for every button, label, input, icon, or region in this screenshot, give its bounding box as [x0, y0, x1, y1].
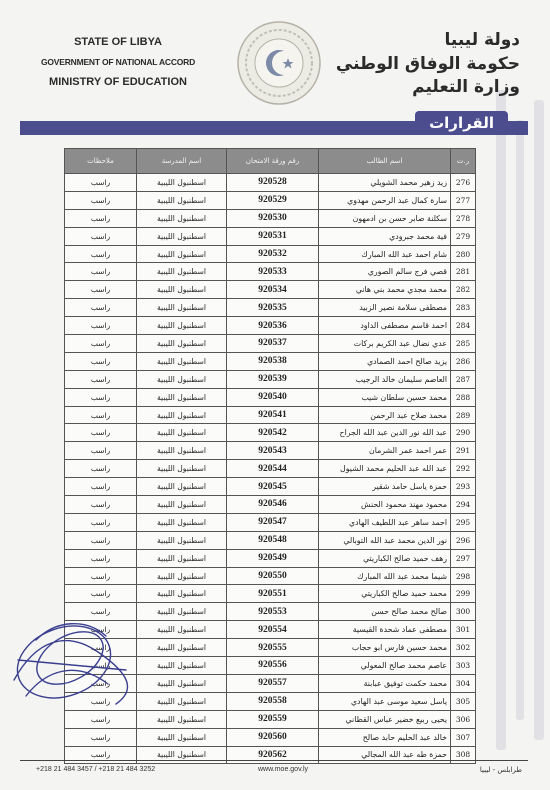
cell-exam-number: 920537	[227, 335, 319, 353]
cell-school-name: اسطنبول الليبية	[137, 191, 227, 209]
cell-school-name: اسطنبول الليبية	[137, 674, 227, 692]
cell-exam-number: 920540	[227, 388, 319, 406]
table-row	[65, 227, 476, 245]
footer-website-link[interactable]: www.moe.gov.ly	[258, 766, 309, 773]
cell-serial: 278	[451, 209, 476, 227]
cell-notes: راسب	[65, 692, 137, 710]
cell-school-name: اسطنبول الليبية	[137, 746, 227, 764]
cell-serial: 295	[451, 513, 476, 531]
table-row	[65, 424, 476, 442]
column-header-student-name: اسم الطالب	[319, 149, 451, 174]
cell-school-name: اسطنبول الليبية	[137, 174, 227, 192]
cell-student-name: شام احمد عبد الله المبارك	[319, 245, 451, 263]
cell-serial: 299	[451, 585, 476, 603]
cell-student-name: زيد زهير محمد الشويلي	[319, 174, 451, 192]
cell-school-name: اسطنبول الليبية	[137, 424, 227, 442]
cell-serial: 301	[451, 621, 476, 639]
cell-notes: راسب	[65, 209, 137, 227]
footer-address: طرابلس - ليبيا	[479, 766, 522, 774]
cell-student-name: محمد حميد صالح الكباريتي	[319, 585, 451, 603]
cell-notes: راسب	[65, 263, 137, 281]
cell-serial: 289	[451, 406, 476, 424]
cell-serial: 303	[451, 657, 476, 675]
cell-exam-number: 920553	[227, 603, 319, 621]
cell-school-name: اسطنبول الليبية	[137, 281, 227, 299]
cell-school-name: اسطنبول الليبية	[137, 728, 227, 746]
cell-student-name: حمزة ياسل حامد شقير	[319, 478, 451, 496]
cell-student-name: العاصم سليمان خالد الرجيب	[319, 370, 451, 388]
cell-serial: 277	[451, 191, 476, 209]
cell-notes: راسب	[65, 496, 137, 514]
cell-serial: 291	[451, 442, 476, 460]
cell-notes: راسب	[65, 478, 137, 496]
cell-serial: 300	[451, 603, 476, 621]
cell-school-name: اسطنبول الليبية	[137, 496, 227, 514]
cell-school-name: اسطنبول الليبية	[137, 513, 227, 531]
cell-notes: راسب	[65, 657, 137, 675]
table-row	[65, 406, 476, 424]
cell-exam-number: 920551	[227, 585, 319, 603]
cell-serial: 279	[451, 227, 476, 245]
cell-school-name: اسطنبول الليبية	[137, 639, 227, 657]
cell-exam-number: 920555	[227, 639, 319, 657]
cell-student-name: قصي فرج سالم الصوري	[319, 263, 451, 281]
handwritten-signature	[6, 600, 156, 720]
cell-student-name: ياسل سعيد موسى عبد الهادي	[319, 692, 451, 710]
cell-school-name: اسطنبول الليبية	[137, 460, 227, 478]
table-row	[65, 531, 476, 549]
cell-school-name: اسطنبول الليبية	[137, 263, 227, 281]
cell-school-name: اسطنبول الليبية	[137, 352, 227, 370]
government-name-en: GOVERNMENT OF NATIONAL ACCORD	[40, 57, 196, 67]
cell-notes: راسب	[65, 352, 137, 370]
table-row	[65, 513, 476, 531]
cell-notes: راسب	[65, 299, 137, 317]
cell-exam-number: 920541	[227, 406, 319, 424]
cell-serial: 276	[451, 174, 476, 192]
header-arabic	[320, 30, 520, 97]
cell-exam-number: 920559	[227, 710, 319, 728]
cell-serial: 292	[451, 460, 476, 478]
cell-notes: راسب	[65, 227, 137, 245]
cell-student-name: شيما محمد عبد الله المبارك	[319, 567, 451, 585]
cell-notes: راسب	[65, 245, 137, 263]
table-row	[65, 370, 476, 388]
cell-school-name: اسطنبول الليبية	[137, 245, 227, 263]
cell-notes: راسب	[65, 674, 137, 692]
cell-school-name: اسطنبول الليبية	[137, 657, 227, 675]
cell-student-name: نور الدين محمد عبد الله التوبالي	[319, 531, 451, 549]
cell-exam-number: 920535	[227, 299, 319, 317]
cell-exam-number: 920538	[227, 352, 319, 370]
table-row	[65, 496, 476, 514]
cell-school-name: اسطنبول الليبية	[137, 585, 227, 603]
cell-notes: راسب	[65, 746, 137, 764]
cell-student-name: محمد حكمت توفيق عبابنة	[319, 674, 451, 692]
cell-serial: 305	[451, 692, 476, 710]
cell-serial: 298	[451, 567, 476, 585]
state-name-en: STATE OF LIBYA	[74, 36, 162, 48]
cell-exam-number: 920544	[227, 460, 319, 478]
cell-notes: راسب	[65, 388, 137, 406]
cell-serial: 283	[451, 299, 476, 317]
header-english	[18, 36, 218, 88]
cell-school-name: اسطنبول الليبية	[137, 388, 227, 406]
table-row	[65, 728, 476, 746]
table-row	[65, 352, 476, 370]
cell-student-name: محمد حسين سلطان شيب	[319, 388, 451, 406]
column-header-notes: ملاحظات	[65, 149, 137, 174]
cell-notes: راسب	[65, 603, 137, 621]
cell-student-name: يحيى ربيع خضير عباس القطاني	[319, 710, 451, 728]
table-row	[65, 460, 476, 478]
cell-serial: 287	[451, 370, 476, 388]
cell-exam-number: 920547	[227, 513, 319, 531]
cell-school-name: اسطنبول الليبية	[137, 549, 227, 567]
cell-school-name: اسطنبول الليبية	[137, 478, 227, 496]
cell-school-name: اسطنبول الليبية	[137, 227, 227, 245]
cell-school-name: اسطنبول الليبية	[137, 317, 227, 335]
table-row	[65, 567, 476, 585]
cell-notes: راسب	[65, 281, 137, 299]
cell-exam-number: 920529	[227, 191, 319, 209]
cell-exam-number: 920562	[227, 746, 319, 764]
cell-school-name: اسطنبول الليبية	[137, 710, 227, 728]
cell-student-name: سكلنة صابر حسن بن ادمهون	[319, 209, 451, 227]
cell-exam-number: 920558	[227, 692, 319, 710]
table-header-row	[65, 149, 476, 174]
table-row	[65, 299, 476, 317]
cell-student-name: محمد صلاح عبد الرحمن	[319, 406, 451, 424]
cell-student-name: سارة كمال عبد الرحمن مهدوي	[319, 191, 451, 209]
cell-student-name: احمد ساهر عبد اللطيف الهادي	[319, 513, 451, 531]
footer-phone-numbers: +218 21 484 3457 / +218 21 484 3252	[36, 766, 156, 773]
cell-student-name: عبد الله نور الدين عبد الله الجراح	[319, 424, 451, 442]
cell-notes: راسب	[65, 460, 137, 478]
cell-notes: راسب	[65, 406, 137, 424]
cell-notes: راسب	[65, 513, 137, 531]
column-header-school-name: اسم المدرسة	[137, 149, 227, 174]
cell-exam-number: 920545	[227, 478, 319, 496]
cell-serial: 304	[451, 674, 476, 692]
watermark	[490, 80, 550, 760]
cell-serial: 294	[451, 496, 476, 514]
cell-serial: 285	[451, 335, 476, 353]
cell-exam-number: 920536	[227, 317, 319, 335]
cell-notes: راسب	[65, 531, 137, 549]
cell-school-name: اسطنبول الليبية	[137, 335, 227, 353]
ministry-name-en: MINISTRY OF EDUCATION	[49, 76, 187, 88]
cell-student-name: حمزة طه عبد الله المجالي	[319, 746, 451, 764]
cell-serial: 281	[451, 263, 476, 281]
cell-student-name: فية محمد جبرودي	[319, 227, 451, 245]
cell-school-name: اسطنبول الليبية	[137, 370, 227, 388]
cell-notes: راسب	[65, 317, 137, 335]
cell-exam-number: 920531	[227, 227, 319, 245]
table-row	[65, 245, 476, 263]
cell-school-name: اسطنبول الليبية	[137, 692, 227, 710]
cell-notes: راسب	[65, 335, 137, 353]
cell-serial: 302	[451, 639, 476, 657]
cell-serial: 280	[451, 245, 476, 263]
cell-serial: 286	[451, 352, 476, 370]
cell-notes: راسب	[65, 621, 137, 639]
cell-notes: راسب	[65, 728, 137, 746]
cell-serial: 282	[451, 281, 476, 299]
cell-notes: راسب	[65, 639, 137, 657]
table-row	[65, 549, 476, 567]
cell-school-name: اسطنبول الليبية	[137, 209, 227, 227]
cell-notes: راسب	[65, 710, 137, 728]
cell-exam-number: 920543	[227, 442, 319, 460]
government-name-ar: حكومة الوفاق الوطني	[335, 54, 520, 74]
cell-notes: راسب	[65, 549, 137, 567]
table-row	[65, 263, 476, 281]
table-row	[65, 478, 476, 496]
ministry-emblem-logo	[236, 20, 322, 106]
cell-student-name: محمد مجدي محمد بني هاني	[319, 281, 451, 299]
table-row	[65, 281, 476, 299]
cell-student-name: مصطفى عماد شحدة القيسية	[319, 621, 451, 639]
cell-notes: راسب	[65, 567, 137, 585]
section-title: القرارات	[415, 111, 508, 135]
cell-notes: راسب	[65, 442, 137, 460]
table-row	[65, 191, 476, 209]
cell-exam-number: 920560	[227, 728, 319, 746]
cell-exam-number: 920550	[227, 567, 319, 585]
cell-serial: 296	[451, 531, 476, 549]
cell-notes: راسب	[65, 191, 137, 209]
table-row	[65, 442, 476, 460]
table-row	[65, 209, 476, 227]
table-row	[65, 317, 476, 335]
ministry-name-ar: وزارة التعليم	[412, 77, 520, 97]
cell-student-name: عبد الله عبد الحليم محمد الشيول	[319, 460, 451, 478]
cell-exam-number: 920542	[227, 424, 319, 442]
cell-exam-number: 920528	[227, 174, 319, 192]
cell-serial: 290	[451, 424, 476, 442]
cell-serial: 293	[451, 478, 476, 496]
cell-school-name: اسطنبول الليبية	[137, 567, 227, 585]
cell-serial: 307	[451, 728, 476, 746]
cell-student-name: عدي نضال عبد الكريم بركات	[319, 335, 451, 353]
cell-exam-number: 920556	[227, 657, 319, 675]
cell-notes: راسب	[65, 370, 137, 388]
cell-school-name: اسطنبول الليبية	[137, 299, 227, 317]
cell-student-name: يزيد صالح احمد الصمادي	[319, 352, 451, 370]
cell-school-name: اسطنبول الليبية	[137, 442, 227, 460]
table-row	[65, 335, 476, 353]
cell-exam-number: 920549	[227, 549, 319, 567]
cell-exam-number: 920546	[227, 496, 319, 514]
cell-exam-number: 920533	[227, 263, 319, 281]
cell-exam-number: 920534	[227, 281, 319, 299]
section-banner	[20, 114, 528, 135]
column-header-serial: ر.ت	[451, 149, 476, 174]
cell-student-name: احمد قاسم مصطفى الداود	[319, 317, 451, 335]
cell-notes: راسب	[65, 174, 137, 192]
table-row	[65, 746, 476, 764]
cell-student-name: رهف حميد صالح الكباريتي	[319, 549, 451, 567]
cell-exam-number: 920554	[227, 621, 319, 639]
state-name-ar: دولة ليبيا	[444, 30, 520, 50]
footer-divider	[20, 760, 528, 761]
table-row	[65, 174, 476, 192]
table-row	[65, 388, 476, 406]
cell-exam-number: 920539	[227, 370, 319, 388]
cell-serial: 288	[451, 388, 476, 406]
cell-student-name: عمر احمد عمر الشرمان	[319, 442, 451, 460]
cell-serial: 308	[451, 746, 476, 764]
cell-school-name: اسطنبول الليبية	[137, 531, 227, 549]
cell-notes: راسب	[65, 585, 137, 603]
cell-student-name: مصطفى سلامة نصير الزبيد	[319, 299, 451, 317]
cell-serial: 284	[451, 317, 476, 335]
cell-school-name: اسطنبول الليبية	[137, 603, 227, 621]
cell-student-name: عاصم محمد صالح المعولي	[319, 657, 451, 675]
cell-student-name: محمد حسين فارس ابو حجاب	[319, 639, 451, 657]
cell-school-name: اسطنبول الليبية	[137, 406, 227, 424]
cell-exam-number: 920532	[227, 245, 319, 263]
cell-student-name: صالح محمد صالح حسن	[319, 603, 451, 621]
cell-serial: 297	[451, 549, 476, 567]
cell-student-name: خالد عبد الحليم حابد صالح	[319, 728, 451, 746]
cell-serial: 306	[451, 710, 476, 728]
cell-exam-number: 920548	[227, 531, 319, 549]
cell-student-name: محمود مهند محمود الحنش	[319, 496, 451, 514]
cell-school-name: اسطنبول الليبية	[137, 621, 227, 639]
cell-exam-number: 920530	[227, 209, 319, 227]
column-header-exam-number: رقم ورقة الامتحان	[227, 149, 319, 174]
cell-exam-number: 920557	[227, 674, 319, 692]
cell-notes: راسب	[65, 424, 137, 442]
